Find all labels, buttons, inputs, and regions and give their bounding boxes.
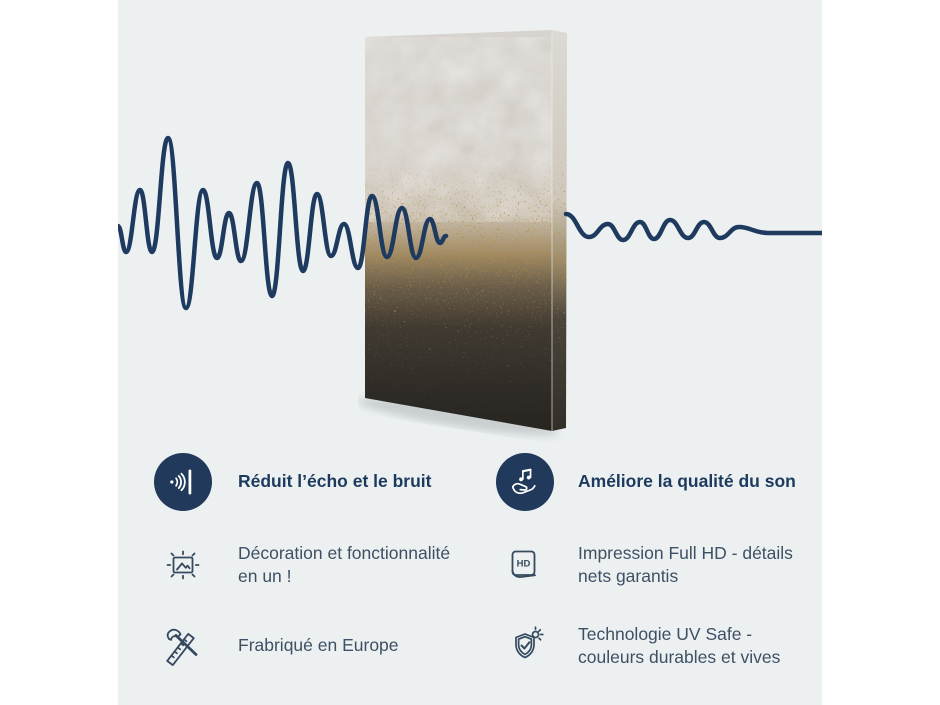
feature-item-reduce-echo [118,438,470,526]
feature-item-made-in-europe [118,604,470,688]
navy-badge [496,453,554,511]
soundwave-right-segment [566,214,822,240]
feature-label [578,623,780,669]
feature-label [578,470,796,493]
feature-item-decoration [118,526,470,604]
feature-label [238,542,450,588]
feature-line: Réduit l’écho et le bruit [238,471,432,492]
feature-line: nets garantis [578,566,679,586]
feature-line: Technologie UV Safe - [578,623,753,644]
feature-label [238,634,399,657]
uv-shield-icon [502,623,548,669]
feature-label [238,470,432,493]
feature-label [578,542,793,588]
canvas-print-preview [358,25,578,445]
feature-line: Décoration et fonctionnalité [238,542,451,563]
feature-item-improve-sound [470,438,822,526]
feature-item-full-hd [470,526,822,604]
sound-absorption-icon [166,465,200,499]
feature-item-uv-safe [470,604,822,688]
hd-page-icon [502,542,548,588]
feature-line: Améliore la qualité du son [578,471,796,492]
feature-line: Frabriqué en Europe [238,635,399,656]
feature-line: couleurs durables et vives [578,647,781,667]
feature-line: en un ! [238,566,292,586]
hammer-ruler-icon [160,623,206,669]
hd-label: HD [516,558,531,570]
framed-picture-icon [160,542,206,588]
hand-music-icon [508,465,542,499]
navy-badge [154,453,212,511]
feature-list [118,438,822,688]
infographic-panel [118,0,822,705]
feature-line: Impression Full HD - détails [578,542,793,563]
